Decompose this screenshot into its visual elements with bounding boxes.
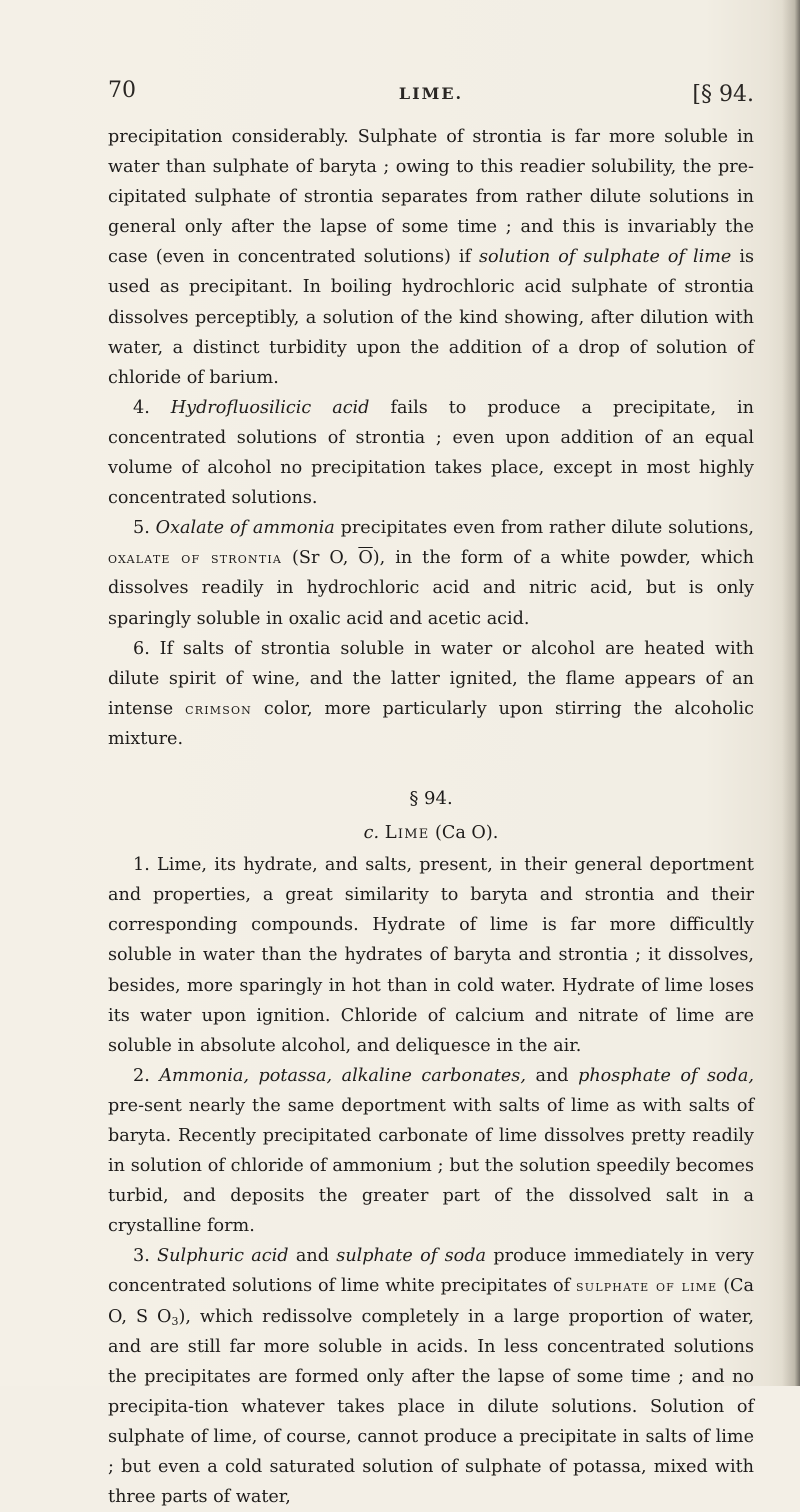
paragraph-lime-3: 3. Sulphuric acid and sulphate of soda produce immediately in very concentrated solutions of lime white precipitates of sulphate of lime (Ca O, S $O_3$), which redissolve completely in a large proportion of water, and are still far more soluble in acids. In less concentrated solutions the precipitates are formed only after the lapse of some time ; and no precipita-tion whatever takes place in dilute solutions. Solution of sulphate of lime, of course, cannot produce a precipitate in salts of lime ; but even a cold saturated solution of sulphate of potassa, mixed with three parts of water, <box>108 1246 755 1508</box>
paragraph-continuation: precipitation considerably. Sulphate of strontia is far more soluble in water than sulphate of baryta ; owing to this readier solubility, the pre-cipitated sulphate of strontia separates from rather dilute solutions in general only after the lapse of some time ; and this is invariably the case (even in concentrated solutions) if solution of sulphate of lime is used as precipitant. In boiling hydrochloric acid sulphate of strontia dissolves perceptibly, a solution of the kind showing, after dilution with water, a distinct turbidity upon the addition of a drop of solution of chloride of barium. <box>108 127 754 388</box>
paragraph-item-6: 6. If salts of strontia soluble in water or alcohol are heated with dilute spirit of wine, and the latter ignited, the flame appears of an intense crimson color, more particularly upon stirring the alcoholic mixture. <box>108 638 754 749</box>
running-title: LIME. <box>398 84 464 103</box>
section-title: c. Lime (Ca O). <box>363 822 499 844</box>
section-reference: [§ 94. <box>692 82 754 107</box>
paragraph-item-4: 4. Hydrofluosilicic acid fails to produce a precipitate, in concentrated solutions of strontia ; even upon addition of an equal volume of alcohol no precipitation takes place, except in most highly concentrated solutions. <box>108 397 754 509</box>
page-edge-shadow <box>782 0 800 1386</box>
paragraph-lime-1: 1. Lime, its hydrate, and salts, present, in their general deportment and properties, a great similarity to baryta and strontia and their corresponding compounds. Hydrate of lime is far more difficultly soluble in water than the hydrates of baryta and strontia ; it dissolves, besides, more sparingly in hot than in cold water. Hydrate of lime loses its water upon ignition. Chloride of calcium and nitrate of lime are soluble in absolute alcohol, and deliquesce in the air. <box>108 855 754 1056</box>
page-header <box>108 78 754 112</box>
paragraph-item-5: 5. Oxalate of ammonia precipitates even from rather dilute solutions, oxalate of strontia (Sr O, $\overline{O}$), in the form of a white powder, which dissolves readily in hydrochloric acid and nitric acid, but is only sparingly soluble in oxalic acid and acetic acid. <box>108 518 754 629</box>
paragraph-lime-2: 2. Ammonia, potassa, alkaline carbonates, and phosphate of soda, pre-sent nearly the same deportment with salts of lime as with salts of baryta. Recently precipitated carbonate of lime dissolves pretty readily in solution of chloride of ammonium ; but the solution speedily becomes turbid, and deposits the greater part of the dissolved salt in a crystalline form. <box>108 1065 754 1237</box>
page-number: 70 <box>108 78 136 103</box>
body-text <box>108 122 754 1512</box>
section-heading: § 94. <box>409 787 453 809</box>
